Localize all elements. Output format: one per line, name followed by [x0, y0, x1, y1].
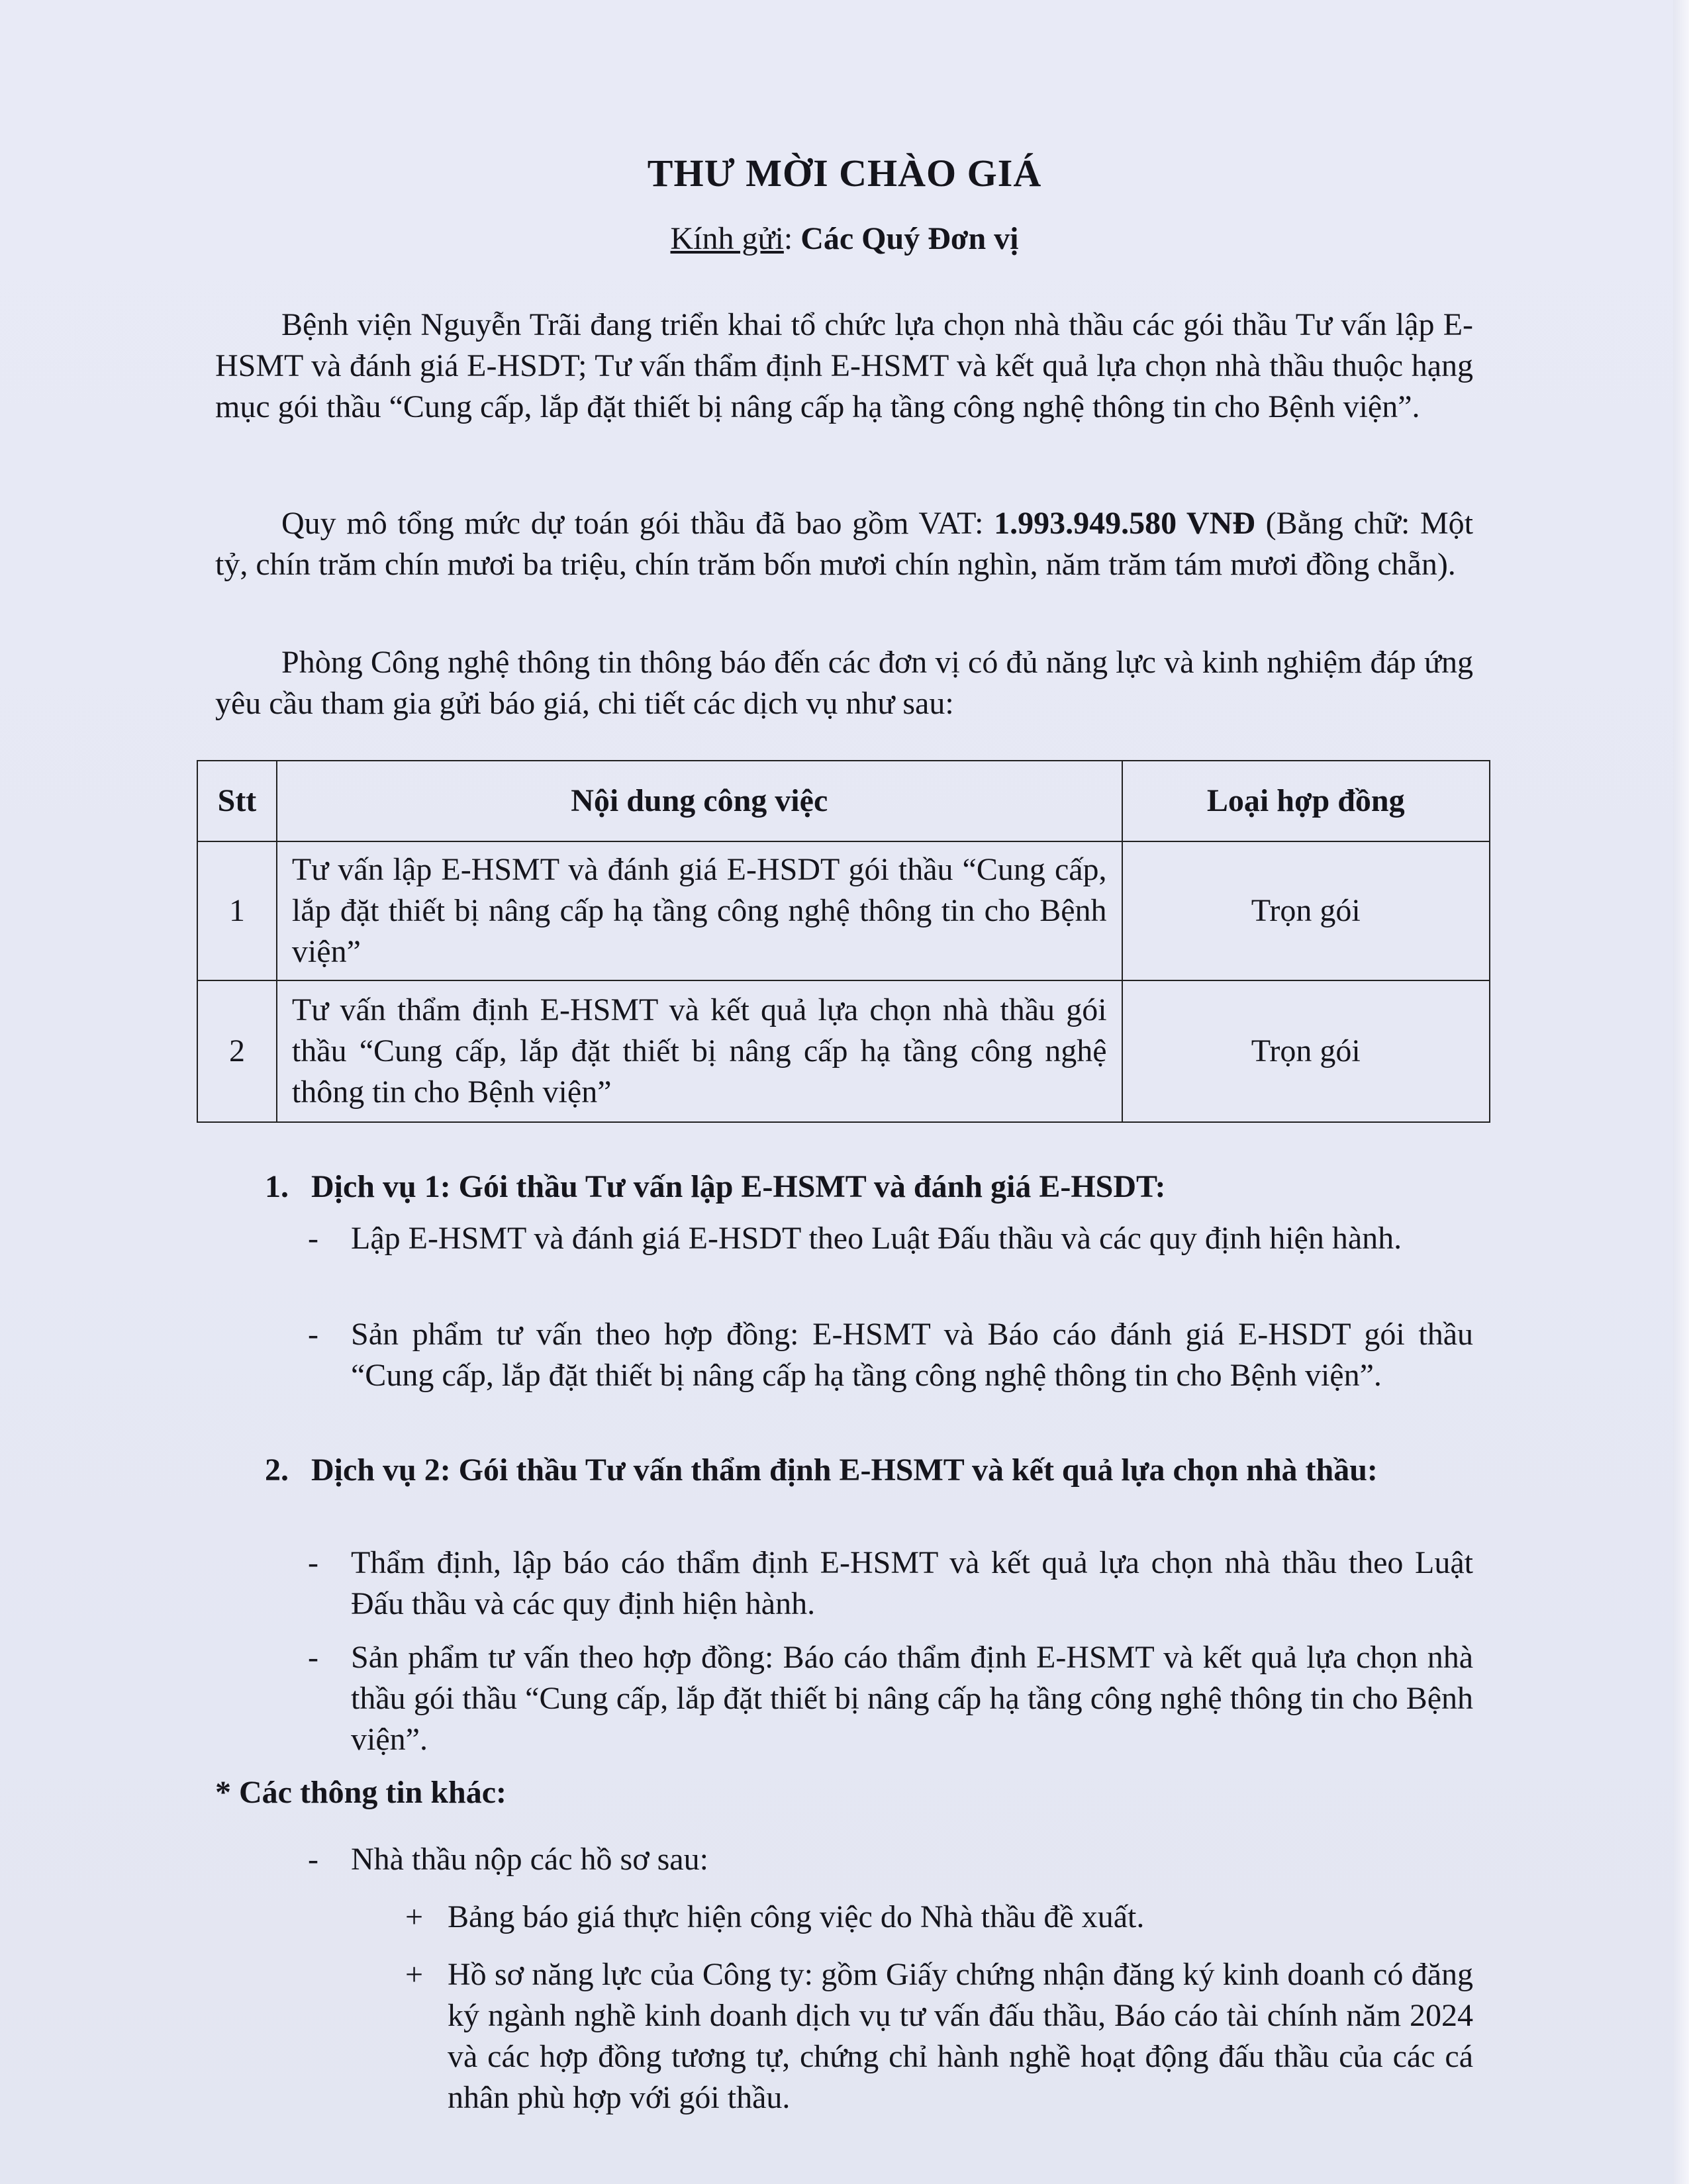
service-1-heading: [265, 1166, 1473, 1208]
salutation: [0, 220, 1689, 257]
other-info-heading: * Các thông tin khác:: [215, 1775, 507, 1810]
document-item-text: Hồ sơ năng lực của Công ty: gồm Giấy chứng nhận đăng ký kinh doanh có đăng ký ngành nghề kinh doanh dịch vụ tư vấn đấu thầu, Báo cáo tài chính năm 2024 và các hợp đồng tương tự, chứng chỉ hành nghề hoạt động đấu thầu của các cá nhân phù hợp với gói thầu.: [448, 1957, 1473, 2115]
row-content: Tư vấn lập E-HSMT và đánh giá E-HSDT gói thầu “Cung cấp, lắp đặt thiết bị nâng cấp hạ tầng công nghệ thông tin cho Bệnh viện”: [277, 841, 1122, 980]
list-item-text: Thẩm định, lập báo cáo thẩm định E-HSMT và kết quả lựa chọn nhà thầu theo Luật Đấu thầu và các quy định hiện hành.: [351, 1545, 1473, 1621]
header-contract-type: Loại hợp đồng: [1122, 761, 1490, 841]
table-header-row: [197, 761, 1490, 841]
plus-marker: +: [405, 1899, 424, 1934]
dash-marker: -: [308, 1545, 318, 1580]
list-item: [308, 1839, 1473, 1880]
budget-paragraph: [215, 503, 1473, 585]
service-number: 1.: [265, 1169, 289, 1204]
list-item: [308, 1543, 1473, 1625]
salutation-recipient: Các Quý Đơn vị: [800, 221, 1019, 256]
list-item-text: Nhà thầu nộp các hồ sơ sau:: [351, 1842, 708, 1877]
document-item-text: Bảng báo giá thực hiện công việc do Nhà thầu đề xuất.: [448, 1899, 1145, 1934]
document-item: [405, 1954, 1473, 2118]
list-item: [308, 1637, 1473, 1760]
header-stt: Stt: [197, 761, 277, 841]
budget-amount: 1.993.949.580 VNĐ: [994, 506, 1255, 541]
list-item-text: Sản phẩm tư vấn theo hợp đồng: Báo cáo thẩm định E-HSMT và kết quả lựa chọn nhà thầu gói thầu “Cung cấp, lắp đặt thiết bị nâng cấp hạ tầng công nghệ thông tin cho Bệnh viện”.: [351, 1640, 1473, 1757]
intro-paragraph: Bệnh viện Nguyễn Trãi đang triển khai tổ chức lựa chọn nhà thầu các gói thầu Tư vấn lập E-HSMT và đánh giá E-HSDT; Tư vấn thẩm định E-HSMT và kết quả lựa chọn nhà thầu thuộc hạng mục gói thầu “Cung cấp, lắp đặt thiết bị nâng cấp hạ tầng công nghệ thông tin cho Bệnh viện”.: [215, 307, 1473, 424]
service-number: 2.: [265, 1452, 289, 1488]
document-item: [405, 1897, 1473, 1938]
dash-marker: -: [308, 1842, 318, 1877]
list-item-text: Sản phẩm tư vấn theo hợp đồng: E-HSMT và Báo cáo đánh giá E-HSDT gói thầu “Cung cấp, lắp đặt thiết bị nâng cấp hạ tầng công nghệ thông tin cho Bệnh viện”.: [351, 1317, 1473, 1393]
service-title: Dịch vụ 2: Gói thầu Tư vấn thẩm định E-HSMT và kết quả lựa chọn nhà thầu:: [311, 1452, 1378, 1488]
notice-paragraph: Phòng Công nghệ thông tin thông báo đến các đơn vị có đủ năng lực và kinh nghiệm đáp ứng yêu cầu tham gia gửi báo giá, chi tiết các dịch vụ như sau:: [215, 645, 1473, 721]
row-stt: 1: [197, 841, 277, 980]
row-stt: 2: [197, 980, 277, 1122]
salutation-colon: :: [783, 221, 793, 256]
row-contract-type: Trọn gói: [1122, 980, 1490, 1122]
budget-words: (Bằng chữ: Một tỷ, chín trăm chín mươi ba triệu, chín trăm bốn mươi chín nghìn, năm trăm tám mươi đồng chẵn).: [215, 506, 1473, 582]
list-item: [308, 1314, 1473, 1396]
dash-marker: -: [308, 1317, 318, 1352]
plus-marker: +: [405, 1957, 424, 1992]
list-item: [308, 1218, 1473, 1259]
service-2-heading: [265, 1450, 1473, 1491]
header-content: Nội dung công việc: [277, 761, 1122, 841]
budget-lead: Quy mô tổng mức dự toán gói thầu đã bao gồm VAT:: [281, 506, 994, 541]
row-contract-type: Trọn gói: [1122, 841, 1490, 980]
row-content: Tư vấn thẩm định E-HSMT và kết quả lựa chọn nhà thầu gói thầu “Cung cấp, lắp đặt thiết bị nâng cấp hạ tầng công nghệ thông tin cho Bệnh viện”: [277, 980, 1122, 1122]
service-title: Dịch vụ 1: Gói thầu Tư vấn lập E-HSMT và đánh giá E-HSDT:: [311, 1169, 1166, 1204]
dash-marker: -: [308, 1640, 318, 1675]
document-title: THƯ MỜI CHÀO GIÁ: [647, 152, 1042, 195]
list-item-text: Lập E-HSMT và đánh giá E-HSDT theo Luật Đấu thầu và các quy định hiện hành.: [351, 1221, 1402, 1256]
dash-marker: -: [308, 1221, 318, 1256]
salutation-prefix: Kính gửi: [670, 221, 784, 256]
table-row: [197, 980, 1490, 1122]
table-row: [197, 841, 1490, 980]
scan-edge: [1673, 0, 1689, 2184]
services-table: [197, 760, 1490, 1123]
